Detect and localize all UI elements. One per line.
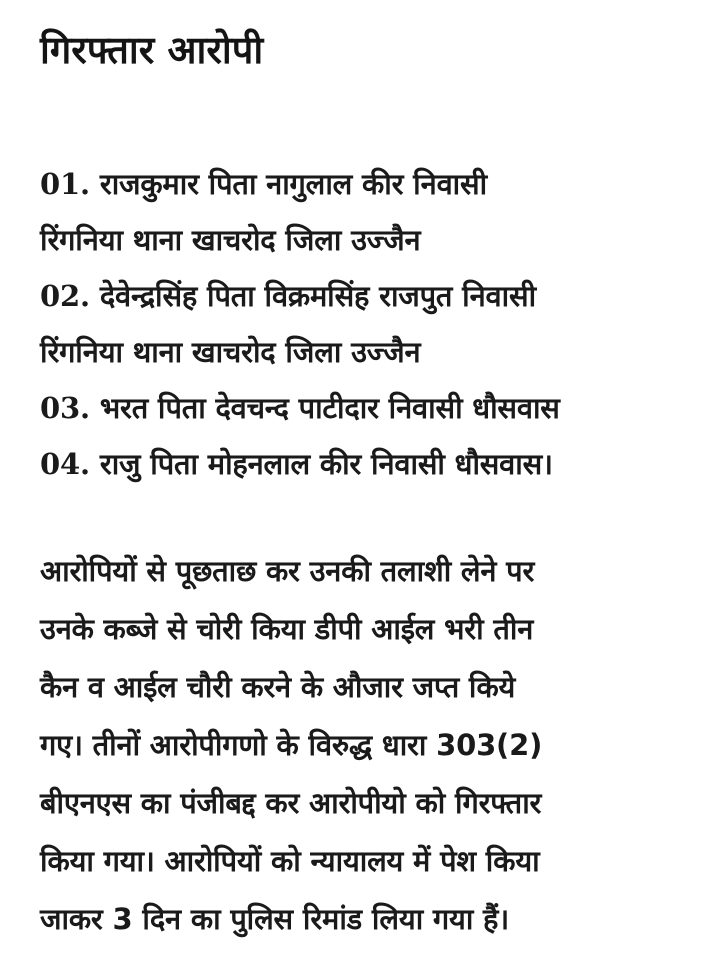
accused-item-1-number: 01.	[40, 167, 90, 201]
accused-item-2-line-2	[40, 324, 690, 380]
details-line-2: उनके कब्जे से चोरी किया डीपी आईल भरी तीन	[40, 612, 534, 646]
accused-item-4-line-1	[40, 436, 690, 492]
accused-item-1-line-1	[40, 156, 690, 212]
details-line-7: जाकर 3 दिन का पुलिस रिमांड लिया गया हैं।	[40, 902, 510, 936]
details-line-5: बीएनएस का पंजीबद्द कर आरोपीयो को गिरफ्तार	[40, 786, 542, 820]
accused-item-1-text-2: रिंगनिया थाना खाचरोद जिला उज्जैन	[40, 223, 421, 257]
details-line-4: गए। तीनों आरोपीगणो के विरुद्ध धारा 303(2)	[40, 728, 543, 762]
accused-list	[40, 156, 690, 492]
accused-item-2-number: 02.	[40, 279, 90, 313]
details-paragraph	[40, 542, 690, 948]
accused-item-3-number: 03.	[40, 391, 90, 425]
accused-item-4-text-1: राजु पिता मोहनलाल कीर निवासी धौसवास।	[99, 447, 553, 481]
details-line-6: किया गया। आरोपियों को न्यायालय में पेश किया	[40, 844, 540, 878]
details-line-1: आरोपियों से पूछताछ कर उनकी तलाशी लेने पर	[40, 554, 535, 588]
accused-item-2-line-1	[40, 268, 690, 324]
accused-item-2-text-2: रिंगनिया थाना खाचरोद जिला उज्जैन	[40, 335, 421, 369]
accused-item-3-line-1	[40, 380, 690, 436]
details-line-3: कैन व आईल चौरी करने के औजार जप्त किये	[40, 670, 516, 704]
accused-item-4-number: 04.	[40, 447, 90, 481]
page-title: गिरफ्तार आरोपी	[40, 28, 264, 72]
accused-item-3-text-1: भरत पिता देवचन्द पाटीदार निवासी धौसवास	[99, 391, 560, 425]
accused-item-1-line-2	[40, 212, 690, 268]
accused-item-1-text-1: राजकुमार पिता नागुलाल कीर निवासी	[99, 167, 487, 201]
accused-item-2-text-1: देवेन्द्रसिंह पिता विक्रमसिंह राजपुत निवासी	[99, 279, 536, 313]
